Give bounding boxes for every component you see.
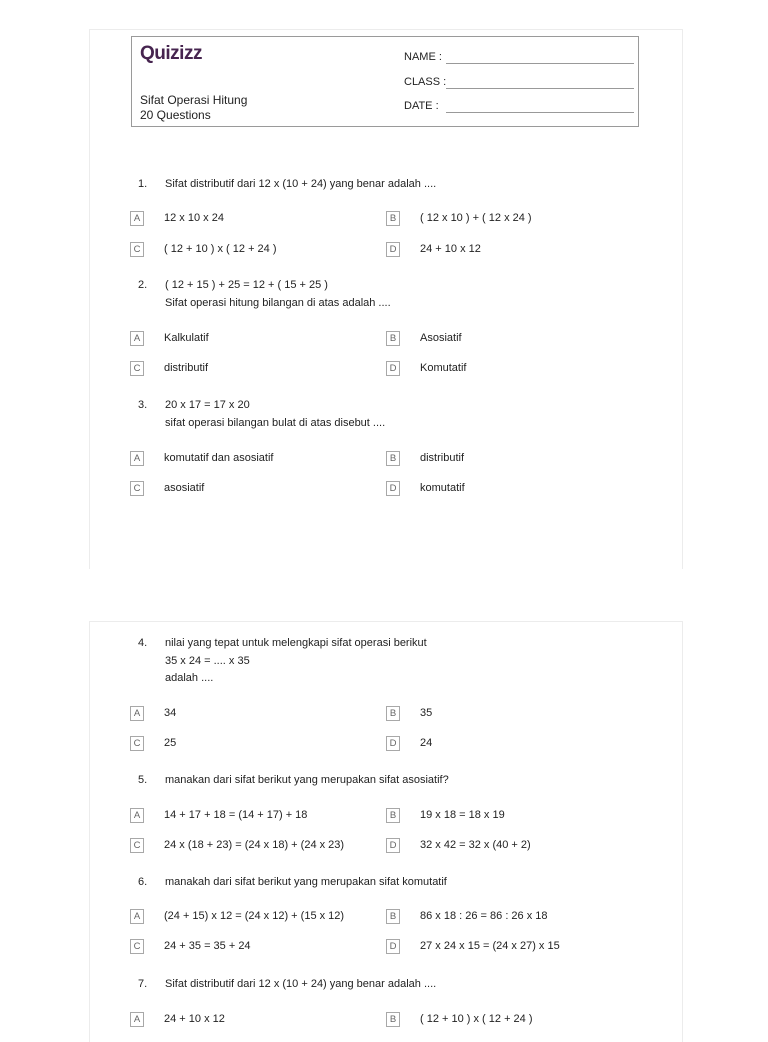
option-letter: B	[386, 211, 400, 226]
option-letter: C	[130, 242, 144, 257]
question-text: Sifat distributif dari 12 x (10 + 24) yang benar adalah ....	[165, 978, 437, 990]
option-letter: B	[386, 331, 400, 346]
option-text: ( 12 + 10 ) x ( 12 + 24 )	[164, 243, 277, 255]
option-text: 24 x (18 + 23) = (24 x 18) + (24 x 23)	[164, 839, 345, 851]
option-letter: C	[130, 361, 144, 376]
option-text: ( 12 + 10 ) x ( 12 + 24 )	[420, 1013, 533, 1025]
option-text: Asosiatif	[420, 332, 462, 344]
option-letter: B	[386, 909, 400, 924]
name-field	[404, 51, 442, 63]
option-letter: C	[130, 736, 144, 751]
option-letter: A	[130, 909, 144, 924]
option-text: 24 + 35 = 35 + 24	[164, 940, 251, 952]
question-number: 7.	[138, 978, 148, 990]
option-letter: C	[130, 939, 144, 954]
question-text: nilai yang tepat untuk melengkapi sifat operasi berikut 35 x 24 = .... x 35 adalah ....	[165, 637, 427, 684]
question-text: ( 12 + 15 ) + 25 = 12 + ( 15 + 25 ) Sifat operasi hitung bilangan di atas adalah ....	[165, 279, 391, 309]
class-line	[446, 88, 634, 89]
option-text: 24	[420, 737, 433, 749]
option-letter: D	[386, 361, 400, 376]
class-field	[404, 76, 446, 88]
option-text: komutatif dan asosiatif	[164, 452, 274, 464]
option-letter: A	[130, 211, 144, 226]
option-text: komutatif	[420, 482, 465, 494]
question-text: 20 x 17 = 17 x 20 sifat operasi bilangan bulat di atas disebut ....	[165, 399, 386, 429]
option-letter: A	[130, 706, 144, 721]
name-label: NAME :	[404, 51, 442, 63]
option-letter: A	[130, 1012, 144, 1027]
option-text: ( 12 x 10 ) + ( 12 x 24 )	[420, 212, 532, 224]
option-letter: C	[130, 838, 144, 853]
option-letter: D	[386, 736, 400, 751]
option-text: Kalkulatif	[164, 332, 209, 344]
name-line	[446, 63, 634, 64]
option-text: 24 + 10 x 12	[164, 1013, 225, 1025]
question-text: manakah dari sifat berikut yang merupakan sifat komutatif	[165, 876, 447, 888]
option-letter: B	[386, 706, 400, 721]
question-number: 6.	[138, 876, 148, 888]
class-label: CLASS :	[404, 76, 447, 88]
option-letter: A	[130, 451, 144, 466]
worksheet-page-2	[89, 621, 683, 1042]
option-text: (24 + 15) x 12 = (24 x 12) + (15 x 12)	[164, 910, 345, 922]
worksheet-subject	[140, 93, 247, 123]
worksheet-page-1	[89, 29, 683, 569]
option-text: 27 x 24 x 15 = (24 x 27) x 15	[420, 940, 560, 952]
option-text: 12 x 10 x 24	[164, 212, 224, 224]
date-label: DATE :	[404, 100, 439, 112]
question-number: 4.	[138, 637, 148, 649]
option-text: Komutatif	[420, 362, 467, 374]
option-text: 35	[420, 707, 433, 719]
option-letter: C	[130, 481, 144, 496]
option-letter: D	[386, 481, 400, 496]
question-number: 5.	[138, 774, 148, 786]
question-number: 3.	[138, 399, 148, 411]
option-letter: B	[386, 808, 400, 823]
question-count: 20 Questions	[140, 108, 211, 122]
worksheet-header	[131, 36, 639, 127]
question-number: 2.	[138, 279, 148, 291]
date-line	[446, 112, 634, 113]
option-text: 32 x 42 = 32 x (40 + 2)	[420, 839, 531, 851]
question-number: 1.	[138, 178, 148, 190]
option-letter: B	[386, 451, 400, 466]
question-text: Sifat distributif dari 12 x (10 + 24) yang benar adalah ....	[165, 178, 437, 190]
option-text: 19 x 18 = 18 x 19	[420, 809, 505, 821]
option-letter: D	[386, 242, 400, 257]
question-text: manakan dari sifat berikut yang merupakan sifat asosiatif?	[165, 774, 449, 786]
quizizz-logo: Quizizz	[140, 43, 202, 64]
option-text: distributif	[420, 452, 465, 464]
option-letter: D	[386, 939, 400, 954]
option-text: 14 + 17 + 18 = (14 + 17) + 18	[164, 809, 308, 821]
subject-title: Sifat Operasi Hitung	[140, 93, 248, 107]
date-field	[404, 100, 439, 112]
option-text: 86 x 18 : 26 = 86 : 26 x 18	[420, 910, 548, 922]
option-letter: A	[130, 331, 144, 346]
option-letter: A	[130, 808, 144, 823]
option-text: asosiatif	[164, 482, 205, 494]
option-letter: D	[386, 838, 400, 853]
option-letter: B	[386, 1012, 400, 1027]
option-text: 25	[164, 737, 177, 749]
option-text: distributif	[164, 362, 209, 374]
option-text: 24 + 10 x 12	[420, 243, 481, 255]
option-text: 34	[164, 707, 177, 719]
